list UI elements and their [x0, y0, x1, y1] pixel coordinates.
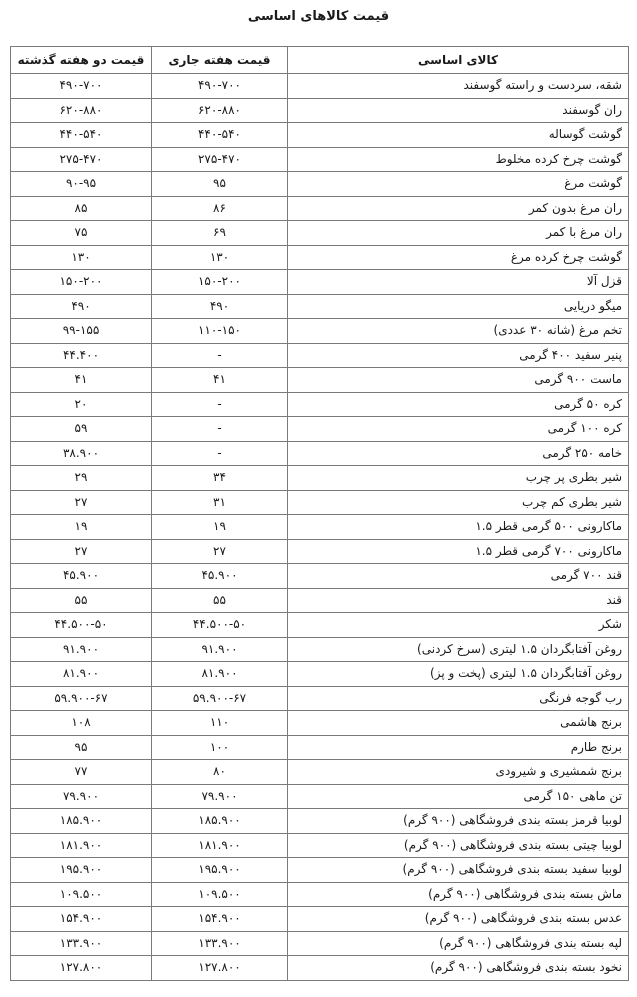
item-name-cell: ران مرغ با کمر: [288, 221, 629, 246]
item-name-cell: کره ۵۰ گرمی: [288, 392, 629, 417]
current-price-cell: ۶۲۰-۸۸۰: [152, 98, 288, 123]
previous-price-cell: ۲۹: [11, 466, 152, 491]
table-row: [11, 74, 629, 99]
item-name-cell: لپه بسته بندی فروشگاهی (۹۰۰ گرم): [288, 931, 629, 956]
table-row: [11, 956, 629, 981]
table-row: [11, 147, 629, 172]
table-row: [11, 466, 629, 491]
previous-price-cell: ۱۹: [11, 515, 152, 540]
current-price-cell: ۷۹.۹۰۰: [152, 784, 288, 809]
table-row: [11, 172, 629, 197]
item-name-cell: ماش بسته بندی فروشگاهی (۹۰۰ گرم): [288, 882, 629, 907]
previous-price-cell: ۳۸.۹۰۰: [11, 441, 152, 466]
current-price-cell: ۱۳۳.۹۰۰: [152, 931, 288, 956]
current-price-cell: ۴۹۰: [152, 294, 288, 319]
item-name-cell: لوبیا قرمز بسته بندی فروشگاهی (۹۰۰ گرم): [288, 809, 629, 834]
column-header-current-price: قیمت هفته جاری: [152, 47, 288, 74]
table-row: [11, 123, 629, 148]
item-name-cell: ماکارونی ۷۰۰ گرمی قطر ۱.۵: [288, 539, 629, 564]
item-name-cell: ماست ۹۰۰ گرمی: [288, 368, 629, 393]
item-name-cell: شیر بطری کم چرب: [288, 490, 629, 515]
item-name-cell: ران مرغ بدون کمر: [288, 196, 629, 221]
current-price-cell: ۲۷: [152, 539, 288, 564]
table-row: [11, 368, 629, 393]
item-name-cell: روغن آفتابگردان ۱.۵ لیتری (سرخ کردنی): [288, 637, 629, 662]
item-name-cell: قزل آلا: [288, 270, 629, 295]
table-row: [11, 637, 629, 662]
previous-price-cell: ۱۳۰: [11, 245, 152, 270]
previous-price-cell: ۹۵: [11, 735, 152, 760]
table-row: [11, 662, 629, 687]
column-header-previous-price: قیمت دو هفته گذشته: [11, 47, 152, 74]
previous-price-cell: ۵۹: [11, 417, 152, 442]
table-row: [11, 539, 629, 564]
table-row: [11, 907, 629, 932]
previous-price-cell: ۴۹۰-۷۰۰: [11, 74, 152, 99]
current-price-cell: ۱۹: [152, 515, 288, 540]
current-price-cell: ۱۰۹.۵۰۰: [152, 882, 288, 907]
table-row: [11, 441, 629, 466]
table-row: [11, 760, 629, 785]
table-row: [11, 784, 629, 809]
table-body: [11, 74, 629, 981]
previous-price-cell: ۹۰-۹۵: [11, 172, 152, 197]
previous-price-cell: ۷۹.۹۰۰: [11, 784, 152, 809]
item-name-cell: شکر: [288, 613, 629, 638]
price-table: [10, 46, 629, 981]
previous-price-cell: ۹۹-۱۵۵: [11, 319, 152, 344]
current-price-cell: -: [152, 392, 288, 417]
previous-price-cell: ۱۵۰-۲۰۰: [11, 270, 152, 295]
previous-price-cell: ۱۳۳.۹۰۰: [11, 931, 152, 956]
item-name-cell: نخود بسته بندی فروشگاهی (۹۰۰ گرم): [288, 956, 629, 981]
table-row: [11, 221, 629, 246]
current-price-cell: ۲۷۵-۴۷۰: [152, 147, 288, 172]
previous-price-cell: ۱۲۷.۸۰۰: [11, 956, 152, 981]
item-name-cell: شیر بطری پر چرب: [288, 466, 629, 491]
item-name-cell: برنج طارم: [288, 735, 629, 760]
item-name-cell: عدس بسته بندی فروشگاهی (۹۰۰ گرم): [288, 907, 629, 932]
item-name-cell: رب گوجه فرنگی: [288, 686, 629, 711]
current-price-cell: ۱۹۵.۹۰۰: [152, 858, 288, 883]
item-name-cell: قند ۷۰۰ گرمی: [288, 564, 629, 589]
current-price-cell: ۶۹: [152, 221, 288, 246]
table-header-row: [11, 47, 629, 74]
current-price-cell: ۵۹.۹۰۰-۶۷: [152, 686, 288, 711]
current-price-cell: ۳۴: [152, 466, 288, 491]
item-name-cell: شقه، سردست و راسته گوسفند: [288, 74, 629, 99]
table-row: [11, 735, 629, 760]
previous-price-cell: ۱۸۱.۹۰۰: [11, 833, 152, 858]
table-row: [11, 490, 629, 515]
table-row: [11, 515, 629, 540]
column-header-item: کالای اساسی: [288, 47, 629, 74]
cropped-footnote: [10, 989, 628, 997]
previous-price-cell: ۱۵۴.۹۰۰: [11, 907, 152, 932]
table-row: [11, 343, 629, 368]
current-price-cell: ۳۱: [152, 490, 288, 515]
previous-price-cell: ۵۹.۹۰۰-۶۷: [11, 686, 152, 711]
current-price-cell: ۸۶: [152, 196, 288, 221]
item-name-cell: تخم مرغ (شانه ۳۰ عددی): [288, 319, 629, 344]
current-price-cell: ۹۱.۹۰۰: [152, 637, 288, 662]
previous-price-cell: ۲۷۵-۴۷۰: [11, 147, 152, 172]
previous-price-cell: ۸۵: [11, 196, 152, 221]
table-row: [11, 858, 629, 883]
current-price-cell: ۹۵: [152, 172, 288, 197]
previous-price-cell: ۱۰۹.۵۰۰: [11, 882, 152, 907]
current-price-cell: ۴۴۰-۵۴۰: [152, 123, 288, 148]
current-price-cell: ۴۹۰-۷۰۰: [152, 74, 288, 99]
previous-price-cell: ۱۸۵.۹۰۰: [11, 809, 152, 834]
item-name-cell: گوشت چرخ کرده مخلوط: [288, 147, 629, 172]
table-row: [11, 809, 629, 834]
item-name-cell: گوشت چرخ کرده مرغ: [288, 245, 629, 270]
current-price-cell: ۵۵: [152, 588, 288, 613]
item-name-cell: کره ۱۰۰ گرمی: [288, 417, 629, 442]
previous-price-cell: ۴۹۰: [11, 294, 152, 319]
current-price-cell: -: [152, 417, 288, 442]
previous-price-cell: ۷۷: [11, 760, 152, 785]
table-row: [11, 833, 629, 858]
previous-price-cell: ۵۵: [11, 588, 152, 613]
previous-price-cell: ۴۵.۹۰۰: [11, 564, 152, 589]
previous-price-cell: ۱۹۵.۹۰۰: [11, 858, 152, 883]
previous-price-cell: ۲۷: [11, 539, 152, 564]
current-price-cell: -: [152, 343, 288, 368]
table-row: [11, 319, 629, 344]
current-price-cell: ۱۲۷.۸۰۰: [152, 956, 288, 981]
current-price-cell: ۱۸۱.۹۰۰: [152, 833, 288, 858]
item-name-cell: لوبیا سفید بسته بندی فروشگاهی (۹۰۰ گرم): [288, 858, 629, 883]
table-row: [11, 294, 629, 319]
previous-price-cell: ۴۴۰-۵۴۰: [11, 123, 152, 148]
table-row: [11, 711, 629, 736]
item-name-cell: گوشت گوساله: [288, 123, 629, 148]
current-price-cell: ۴۵.۹۰۰: [152, 564, 288, 589]
item-name-cell: ران گوسفند: [288, 98, 629, 123]
current-price-cell: ۱۵۰-۲۰۰: [152, 270, 288, 295]
table-row: [11, 392, 629, 417]
item-name-cell: قند: [288, 588, 629, 613]
current-price-cell: ۱۱۰-۱۵۰: [152, 319, 288, 344]
previous-price-cell: ۴۴.۵۰۰-۵۰: [11, 613, 152, 638]
previous-price-cell: ۲۰: [11, 392, 152, 417]
table-row: [11, 613, 629, 638]
previous-price-cell: ۷۵: [11, 221, 152, 246]
current-price-cell: ۴۴.۵۰۰-۵۰: [152, 613, 288, 638]
previous-price-cell: ۹۱.۹۰۰: [11, 637, 152, 662]
item-name-cell: خامه ۲۵۰ گرمی: [288, 441, 629, 466]
current-price-cell: ۱۸۵.۹۰۰: [152, 809, 288, 834]
table-row: [11, 882, 629, 907]
previous-price-cell: ۶۲۰-۸۸۰: [11, 98, 152, 123]
current-price-cell: ۱۳۰: [152, 245, 288, 270]
table-row: [11, 686, 629, 711]
item-name-cell: روغن آفتابگردان ۱.۵ لیتری (پخت و پز): [288, 662, 629, 687]
item-name-cell: لوبیا چیتی بسته بندی فروشگاهی (۹۰۰ گرم): [288, 833, 629, 858]
previous-price-cell: ۴۴.۴۰۰: [11, 343, 152, 368]
current-price-cell: ۴۱: [152, 368, 288, 393]
current-price-cell: ۱۰۰: [152, 735, 288, 760]
item-name-cell: پنیر سفید ۴۰۰ گرمی: [288, 343, 629, 368]
table-row: [11, 417, 629, 442]
previous-price-cell: ۴۱: [11, 368, 152, 393]
table-row: [11, 245, 629, 270]
item-name-cell: میگو دریایی: [288, 294, 629, 319]
item-name-cell: گوشت مرغ: [288, 172, 629, 197]
current-price-cell: ۸۱.۹۰۰: [152, 662, 288, 687]
current-price-cell: ۱۵۴.۹۰۰: [152, 907, 288, 932]
table-row: [11, 196, 629, 221]
current-price-cell: ۱۱۰: [152, 711, 288, 736]
table-row: [11, 931, 629, 956]
current-price-cell: -: [152, 441, 288, 466]
table-row: [11, 564, 629, 589]
page-title: قیمت کالاهای اساسی: [247, 9, 390, 24]
item-name-cell: ماکارونی ۵۰۰ گرمی قطر ۱.۵: [288, 515, 629, 540]
table-row: [11, 588, 629, 613]
item-name-cell: برنج هاشمی: [288, 711, 629, 736]
previous-price-cell: ۲۷: [11, 490, 152, 515]
item-name-cell: برنج شمشیری و شیرودی: [288, 760, 629, 785]
previous-price-cell: ۱۰۸: [11, 711, 152, 736]
item-name-cell: تن ماهی ۱۵۰ گرمی: [288, 784, 629, 809]
current-price-cell: ۸۰: [152, 760, 288, 785]
table-row: [11, 270, 629, 295]
previous-price-cell: ۸۱.۹۰۰: [11, 662, 152, 687]
table-row: [11, 98, 629, 123]
